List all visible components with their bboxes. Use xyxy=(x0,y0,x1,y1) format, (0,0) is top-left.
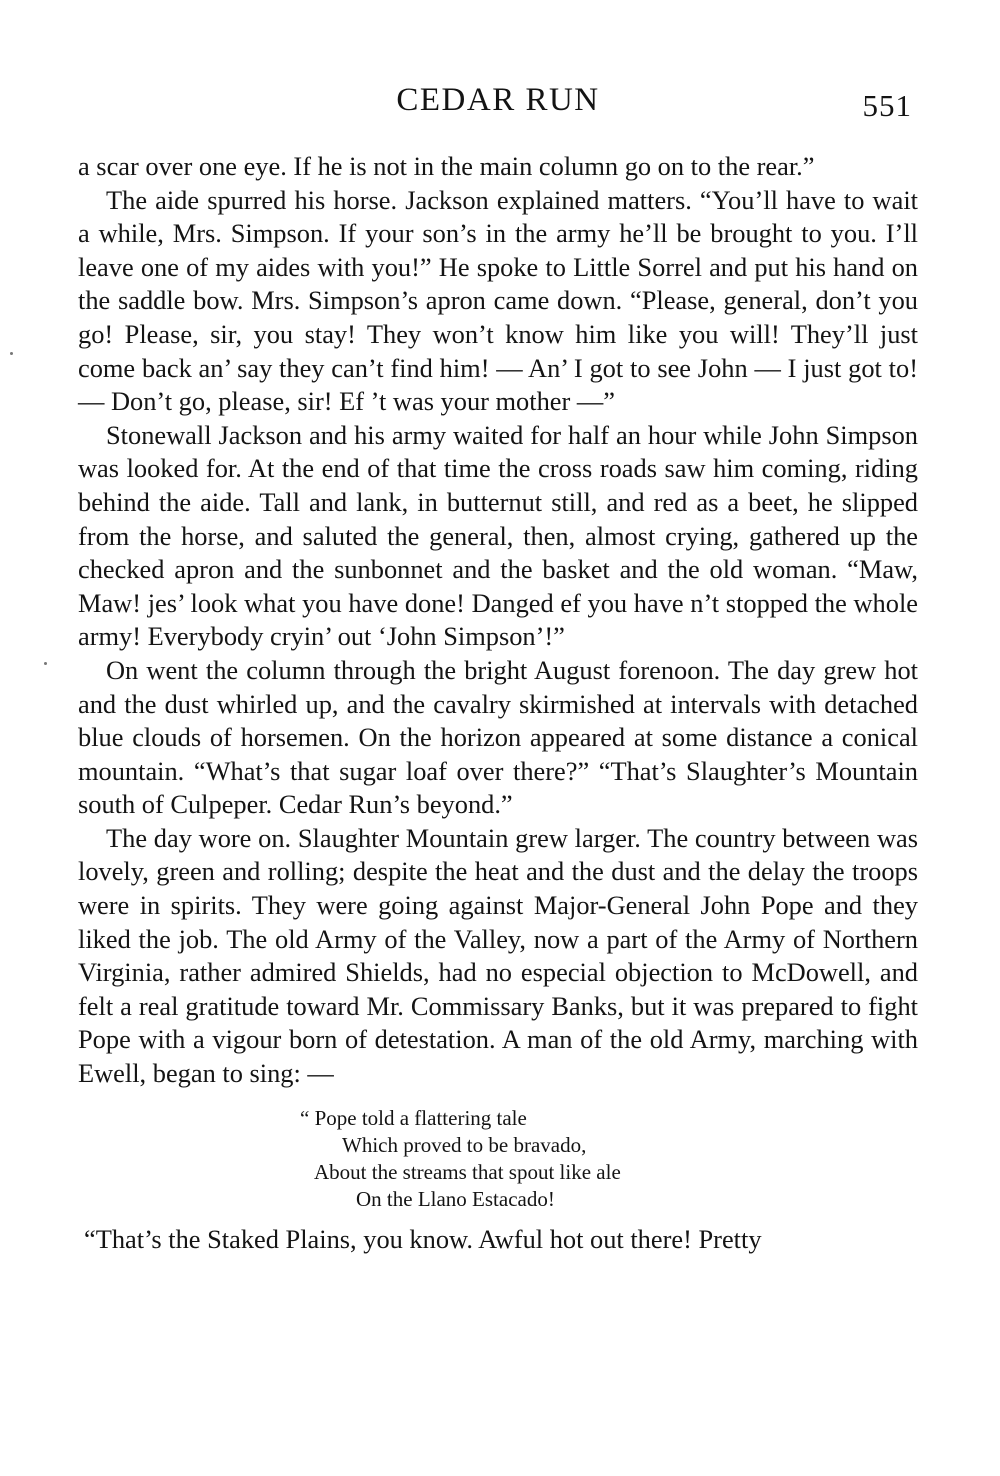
verse-line: On the Llano Estacado! xyxy=(356,1186,555,1211)
verse-line: About the streams that spout like ale xyxy=(314,1159,621,1184)
running-head xyxy=(78,82,918,132)
verse-quotation xyxy=(78,1105,918,1213)
paragraph: Stonewall Jackson and his army waited for half an hour while John Simpson was looked for. At the end of that time the cross roads saw him coming, riding behind the aide. Tall and lank, in butternut still, and red as a beet, he slipped from the horse, and saluted the general, then, almost crying, gathered up the checked apron and the sunbonnet and the basket and the old woman. “Maw, Maw! jes’ look what you have done! Danged ef you have n’t stopped the whole army! Everybody cryin’ out ‘John Simpson’!” xyxy=(78,419,918,652)
margin-speck xyxy=(44,662,47,665)
paragraph: The aide spurred his horse. Jackson explained matters. “You’ll have to wait a while, Mrs. Simpson. If your son’s in the army he’ll be brought to you. I’ll leave one of my aides with you!” He spoke to Little Sorrel and put his hand on the saddle bow. Mrs. Simpson’s apron came down. “Please, general, don’t you go! Please, sir, you stay! They won’t know him like you will! They’ll just come back an’ say they can’t find him! — An’ I got to see John — I just got to! — Don’t go, please, sir! Ef ’t was your mother —” xyxy=(78,184,918,417)
paragraph: a scar over one eye. If he is not in the main column go on to the rear.” xyxy=(78,151,815,181)
paragraph: The day wore on. Slaughter Mountain grew larger. The country between was lovely, green and rolling; despite the heat and the dust and the delay the troops were in spirits. They were going against Major-General John Pope and they liked the job. The old Army of the Valley, now a part of the Army of Northern Virginia, rather admired Shields, had no especial objection to McDowell, and felt a real gratitude toward Mr. Commissary Banks, but it was prepared to fight Pope with a vigour born of detestation. A man of the old Army, marching with Ewell, began to sing: — xyxy=(78,822,918,1089)
body-text xyxy=(78,150,918,1256)
chapter-title: CEDAR RUN xyxy=(396,82,600,118)
verse-line: Which proved to be bravado, xyxy=(342,1132,587,1157)
page-number: 551 xyxy=(862,88,912,123)
verse-line: “ Pope told a flattering tale xyxy=(300,1105,527,1130)
paragraph-closing: “That’s the Staked Plains, you know. Awful hot out there! Pretty xyxy=(84,1223,762,1254)
paragraph: On went the column through the bright August forenoon. The day grew hot and the dust whirled up, and the cavalry skirmished at intervals with detached blue clouds of horsemen. On the horizon appeared at some distance a conical mountain. “What’s that sugar loaf over there?” “That’s Slaughter’s Mountain south of Culpeper. Cedar Run’s beyond.” xyxy=(78,654,918,820)
margin-speck xyxy=(10,352,13,355)
